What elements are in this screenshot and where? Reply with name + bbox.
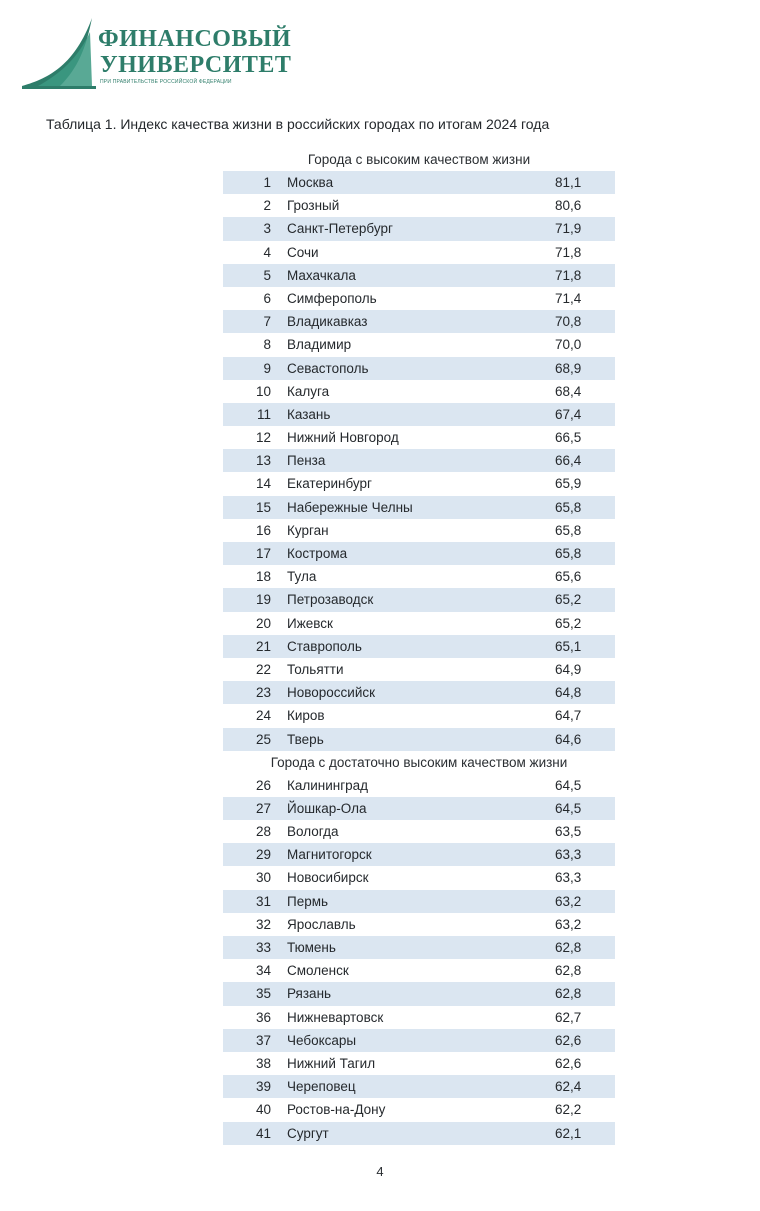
row-city: Москва — [287, 175, 334, 190]
table-row — [223, 635, 615, 658]
row-index-value: 70,8 — [555, 314, 582, 330]
row-city: Петрозаводск — [287, 592, 374, 608]
row-index-value: 65,2 — [555, 592, 582, 608]
table-row — [223, 310, 615, 333]
row-index-value: 64,7 — [555, 708, 582, 724]
row-rank: 14 — [255, 476, 271, 492]
table-row — [223, 1052, 615, 1075]
logo-subtitle: ПРИ ПРАВИТЕЛЬСТВЕ РОССИЙСКОЙ ФЕДЕРАЦИИ — [100, 79, 232, 85]
row-rank: 21 — [255, 638, 271, 654]
row-city: Пермь — [287, 893, 329, 909]
table-row — [223, 217, 615, 240]
table-title: Таблица 1. Индекс качества жизни в российских городах по итогам 2024 года — [46, 116, 550, 132]
table-row — [223, 797, 615, 820]
row-rank: 7 — [263, 314, 271, 330]
row-index-value: 66,5 — [555, 430, 582, 446]
row-index-value: 65,1 — [555, 638, 582, 654]
table-row — [223, 1029, 615, 1052]
row-rank: 34 — [255, 963, 271, 979]
row-city: Нижневартовск — [287, 1009, 384, 1025]
row-city: Владикавказ — [287, 314, 368, 330]
row-index-value: 70,0 — [555, 337, 582, 353]
row-index-value: 63,3 — [555, 870, 582, 886]
row-index-value: 62,6 — [555, 1032, 582, 1048]
table-row — [223, 913, 615, 936]
row-index-value: 71,4 — [555, 290, 582, 306]
quality-of-life-table — [223, 148, 615, 1145]
row-city: Тольятти — [287, 661, 344, 677]
row-index-value: 64,6 — [555, 731, 582, 747]
row-city: Пенза — [287, 453, 326, 469]
row-index-value: 66,4 — [555, 453, 582, 469]
row-index-value: 62,6 — [555, 1055, 582, 1071]
table-row — [223, 658, 615, 681]
table-row — [223, 472, 615, 495]
row-city: Смоленск — [287, 963, 349, 979]
table-row — [223, 588, 615, 611]
row-rank: 32 — [255, 916, 271, 932]
row-index-value: 68,9 — [555, 360, 582, 376]
row-rank: 18 — [255, 569, 271, 585]
group-title: Города с достаточно высоким качеством жизни — [270, 754, 568, 770]
row-city: Калуга — [287, 383, 330, 399]
table-row — [223, 774, 615, 797]
row-rank: 5 — [263, 267, 271, 283]
row-index-value: 71,9 — [555, 221, 582, 237]
table-row — [223, 357, 615, 380]
row-rank: 37 — [255, 1032, 271, 1048]
row-rank: 9 — [263, 360, 271, 376]
table-row — [223, 866, 615, 889]
table-row — [223, 890, 615, 913]
row-rank: 16 — [255, 522, 271, 538]
row-city: Казань — [287, 406, 331, 422]
table-row — [223, 449, 615, 472]
row-rank: 1 — [263, 175, 271, 190]
row-rank: 3 — [263, 221, 271, 237]
university-logo — [20, 12, 292, 92]
row-city: Чебоксары — [287, 1032, 357, 1048]
logo-text-line1: ФИНАНСОВЫЙ — [98, 26, 292, 52]
row-rank: 24 — [255, 708, 271, 724]
row-index-value: 63,5 — [555, 824, 582, 840]
row-index-value: 80,6 — [555, 198, 582, 214]
table-row — [223, 1075, 615, 1098]
table-row — [223, 171, 615, 194]
row-rank: 10 — [255, 383, 271, 399]
row-index-value: 65,8 — [555, 522, 582, 538]
row-city: Магнитогорск — [287, 847, 372, 863]
group-title: Города с высоким качеством жизни — [307, 152, 531, 167]
row-city: Махачкала — [287, 267, 356, 283]
row-city: Вологда — [287, 824, 339, 840]
row-city: Ставрополь — [287, 638, 362, 654]
row-city: Йошкар-Ола — [287, 800, 367, 816]
row-index-value: 63,2 — [555, 916, 582, 932]
page-number: 4 — [376, 1164, 384, 1179]
row-city: Новороссийск — [287, 685, 376, 701]
row-rank: 25 — [255, 731, 271, 747]
row-index-value: 65,8 — [555, 499, 582, 515]
row-city: Ярославль — [287, 916, 356, 932]
row-rank: 11 — [256, 406, 271, 422]
row-rank: 41 — [255, 1125, 271, 1141]
row-index-value: 64,5 — [555, 800, 582, 816]
table-row — [223, 612, 615, 635]
table-row — [223, 426, 615, 449]
row-rank: 23 — [255, 685, 271, 701]
table-row — [223, 1006, 615, 1029]
table-row — [223, 982, 615, 1005]
row-index-value: 64,5 — [555, 777, 582, 793]
row-index-value: 65,8 — [555, 546, 582, 561]
row-rank: 26 — [255, 777, 271, 793]
row-rank: 6 — [263, 290, 271, 306]
row-rank: 22 — [255, 661, 271, 677]
row-index-value: 62,7 — [555, 1009, 582, 1025]
row-rank: 39 — [255, 1079, 271, 1095]
table-row — [223, 959, 615, 982]
row-index-value: 64,9 — [555, 661, 582, 677]
row-city: Санкт-Петербург — [287, 221, 393, 237]
table-row — [223, 1122, 615, 1145]
row-rank: 31 — [255, 893, 271, 909]
row-index-value: 62,1 — [555, 1125, 582, 1141]
row-city: Тула — [287, 569, 317, 585]
table-row — [223, 496, 615, 519]
row-rank: 28 — [255, 824, 271, 840]
table-row — [223, 241, 615, 264]
table-row — [223, 565, 615, 588]
table-row — [223, 843, 615, 866]
row-rank: 13 — [255, 453, 271, 469]
row-rank: 20 — [255, 615, 271, 631]
row-city: Ростов-на-Дону — [287, 1102, 386, 1118]
table-row — [223, 264, 615, 287]
row-index-value: 65,6 — [555, 569, 582, 585]
row-rank: 36 — [255, 1009, 271, 1025]
row-rank: 12 — [255, 430, 271, 446]
table-row — [223, 936, 615, 959]
row-city: Тверь — [287, 731, 324, 747]
row-city: Сургут — [287, 1125, 329, 1141]
row-city: Тюмень — [287, 940, 336, 955]
table-row — [223, 820, 615, 843]
row-city: Новосибирск — [287, 870, 369, 886]
table-row — [223, 194, 615, 217]
row-city: Ижевск — [287, 615, 333, 631]
row-city: Нижний Новгород — [287, 430, 399, 446]
table-row — [223, 403, 615, 426]
row-index-value: 81,1 — [555, 175, 582, 190]
row-index-value: 65,2 — [555, 615, 582, 631]
row-city: Севастополь — [287, 360, 369, 376]
row-city: Рязань — [287, 986, 332, 1002]
row-city: Екатеринбург — [287, 476, 372, 492]
row-rank: 30 — [255, 870, 271, 886]
row-index-value: 63,3 — [555, 847, 582, 863]
row-rank: 27 — [255, 800, 271, 816]
row-city: Курган — [287, 522, 329, 538]
row-rank: 17 — [255, 546, 271, 561]
table-row — [223, 728, 615, 751]
row-rank: 40 — [255, 1102, 271, 1118]
row-index-value: 62,4 — [555, 1079, 582, 1095]
row-city: Киров — [287, 708, 325, 724]
finance-university-logo-icon — [20, 12, 100, 92]
row-city: Набережные Челны — [287, 499, 413, 515]
logo-text-line2: УНИВЕРСИТЕТ — [100, 52, 292, 78]
row-city: Нижний Тагил — [287, 1055, 376, 1071]
row-rank: 29 — [255, 847, 271, 863]
table-row — [223, 519, 615, 542]
row-index-value: 63,2 — [555, 893, 582, 909]
row-index-value: 71,8 — [555, 267, 582, 283]
table-row — [223, 542, 615, 565]
table-row — [223, 287, 615, 310]
row-rank: 8 — [263, 337, 271, 353]
row-index-value: 71,8 — [555, 244, 582, 260]
row-index-value: 67,4 — [555, 406, 582, 422]
row-city: Сочи — [287, 244, 319, 260]
row-city: Владимир — [287, 337, 352, 353]
row-city: Череповец — [287, 1079, 356, 1095]
row-index-value: 62,8 — [555, 986, 582, 1002]
row-city: Грозный — [287, 198, 340, 214]
row-rank: 33 — [255, 940, 271, 955]
row-index-value: 65,9 — [555, 476, 582, 492]
row-rank: 15 — [255, 499, 271, 515]
row-rank: 2 — [263, 198, 271, 214]
row-index-value: 64,8 — [555, 685, 582, 701]
row-index-value: 68,4 — [555, 383, 582, 399]
row-rank: 38 — [255, 1055, 271, 1071]
table-row — [223, 333, 615, 356]
row-index-value: 62,8 — [555, 963, 582, 979]
table-row — [223, 380, 615, 403]
row-rank: 19 — [255, 592, 271, 608]
table-row — [223, 704, 615, 727]
table-row — [223, 1098, 615, 1121]
row-rank: 35 — [255, 986, 271, 1002]
row-city: Кострома — [287, 546, 348, 561]
row-city: Калининград — [287, 777, 369, 793]
row-index-value: 62,2 — [555, 1102, 582, 1118]
row-rank: 4 — [263, 244, 271, 260]
row-index-value: 62,8 — [555, 940, 582, 955]
row-city: Симферополь — [287, 290, 377, 306]
table-row — [223, 681, 615, 704]
